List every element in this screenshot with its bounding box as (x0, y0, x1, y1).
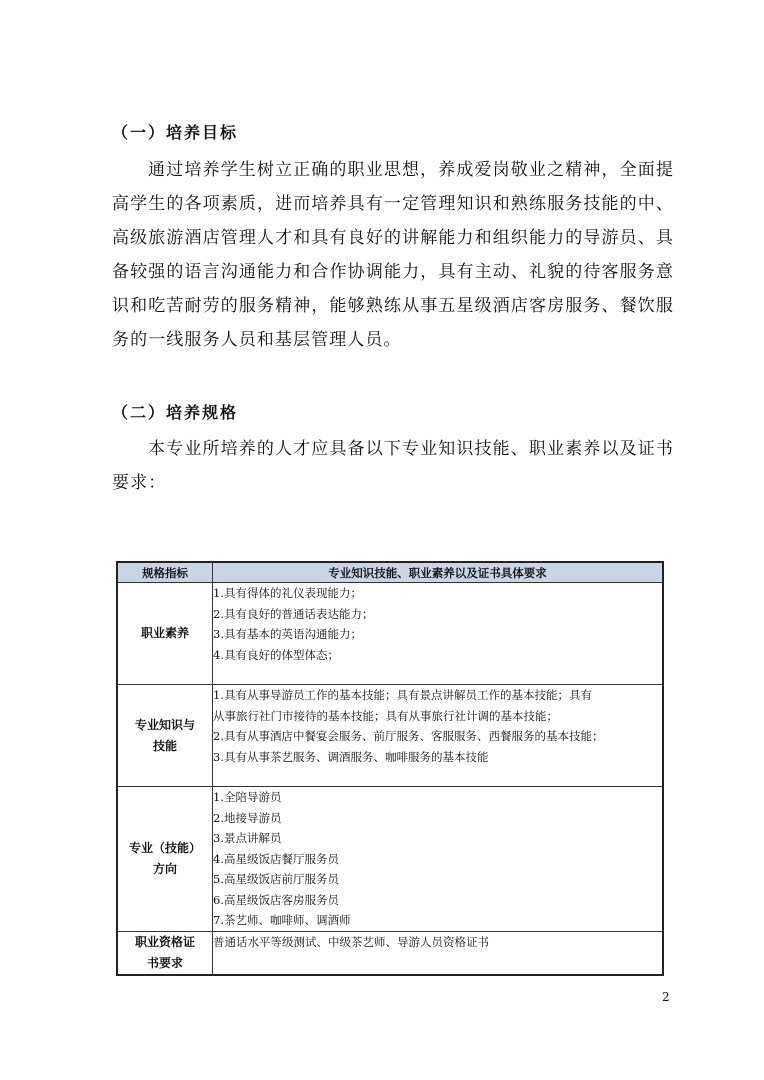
row-category (117, 787, 213, 932)
goals-paragraph (112, 153, 674, 357)
detail-line: 从事旅行社门市接待的基本技能；具有从事旅行社计调的基本技能； (213, 708, 558, 723)
detail-line: 4.具有良好的体型体态； (213, 647, 339, 662)
row-details (213, 931, 664, 975)
category-line: 技能 (152, 738, 177, 753)
detail-line: 6.高星级饭店客房服务员 (213, 892, 339, 907)
detail-line: 7.茶艺师、咖啡师、调酒师 (213, 913, 351, 927)
detail-line: 2.地接导游员 (213, 810, 282, 825)
section-heading-specs: （二）培养规格 (112, 403, 239, 422)
category-line: 专业（技能） (128, 840, 201, 855)
table-row (117, 685, 663, 787)
detail-line: 3.景点讲解员 (213, 831, 282, 845)
category-line: 方向 (152, 861, 177, 876)
category-line: 职业资格证 (134, 934, 195, 949)
detail-line: 1.具有从事导游员工作的基本技能；具有景点讲解员工作的基本技能；具有 (213, 688, 592, 702)
table-row (117, 931, 663, 975)
goals-paragraph-text: 通过培养学生树立正确的职业思想，养成爱岗敬业之精神，全面提高学生的各项素质，进而培养具有一定管理知识和熟练服务技能的中、高级旅游酒店管理人才和具有良好的讲解能力和组织能力的导游员、具备较强的语言沟通能力和合作协调能力，具有主动、礼貌的待客服务意识和吃苦耐劳的服务精神，能够熟练从事五星级酒店客房服务、餐饮服务的一线服务人员和基层管理人员。 (112, 160, 674, 350)
category-line: 职业素养 (140, 626, 189, 640)
row-details (213, 787, 664, 932)
detail-line: 2.具有从事酒店中餐宴会服务、前厅服务、客服服务、西餐服务的基本技能； (213, 729, 604, 743)
row-category (117, 583, 213, 685)
row-details (213, 583, 664, 685)
page-number: 2 (662, 990, 670, 1004)
detail-line: 1.具有得体的礼仪表现能力； (213, 586, 362, 600)
header-spec-index: 规格指标 (117, 562, 213, 583)
row-details (213, 685, 664, 787)
specs-paragraph (112, 432, 674, 500)
detail-line: 4.高星级饭店餐厅服务员 (213, 851, 339, 866)
detail-line: 普通话水平等级测试、中级茶艺师、导游人员资格证书 (213, 934, 489, 949)
row-category (117, 685, 213, 787)
header-requirements: 专业知识技能、职业素养以及证书具体要求 (213, 562, 664, 583)
spec-table (116, 561, 664, 976)
detail-line: 1.全陪导游员 (213, 790, 282, 804)
detail-line: 3.具有从事茶艺服务、调酒服务、咖啡服务的基本技能 (213, 749, 489, 764)
detail-line: 2.具有良好的普通话表达能力； (213, 606, 374, 621)
detail-line: 5.高星级饭店前厅服务员 (213, 872, 339, 886)
row-category (117, 931, 213, 975)
table-row (117, 787, 663, 932)
table-row (117, 583, 663, 685)
section-heading-goals: （一）培养目标 (112, 123, 239, 142)
table-header-row (117, 562, 663, 583)
detail-line: 3.具有基本的英语沟通能力； (213, 627, 362, 641)
category-line: 书要求 (146, 955, 183, 970)
category-line: 专业知识与 (134, 717, 195, 732)
specs-paragraph-text: 本专业所培养的人才应具备以下专业知识技能、职业素养以及证书要求： (112, 439, 674, 493)
